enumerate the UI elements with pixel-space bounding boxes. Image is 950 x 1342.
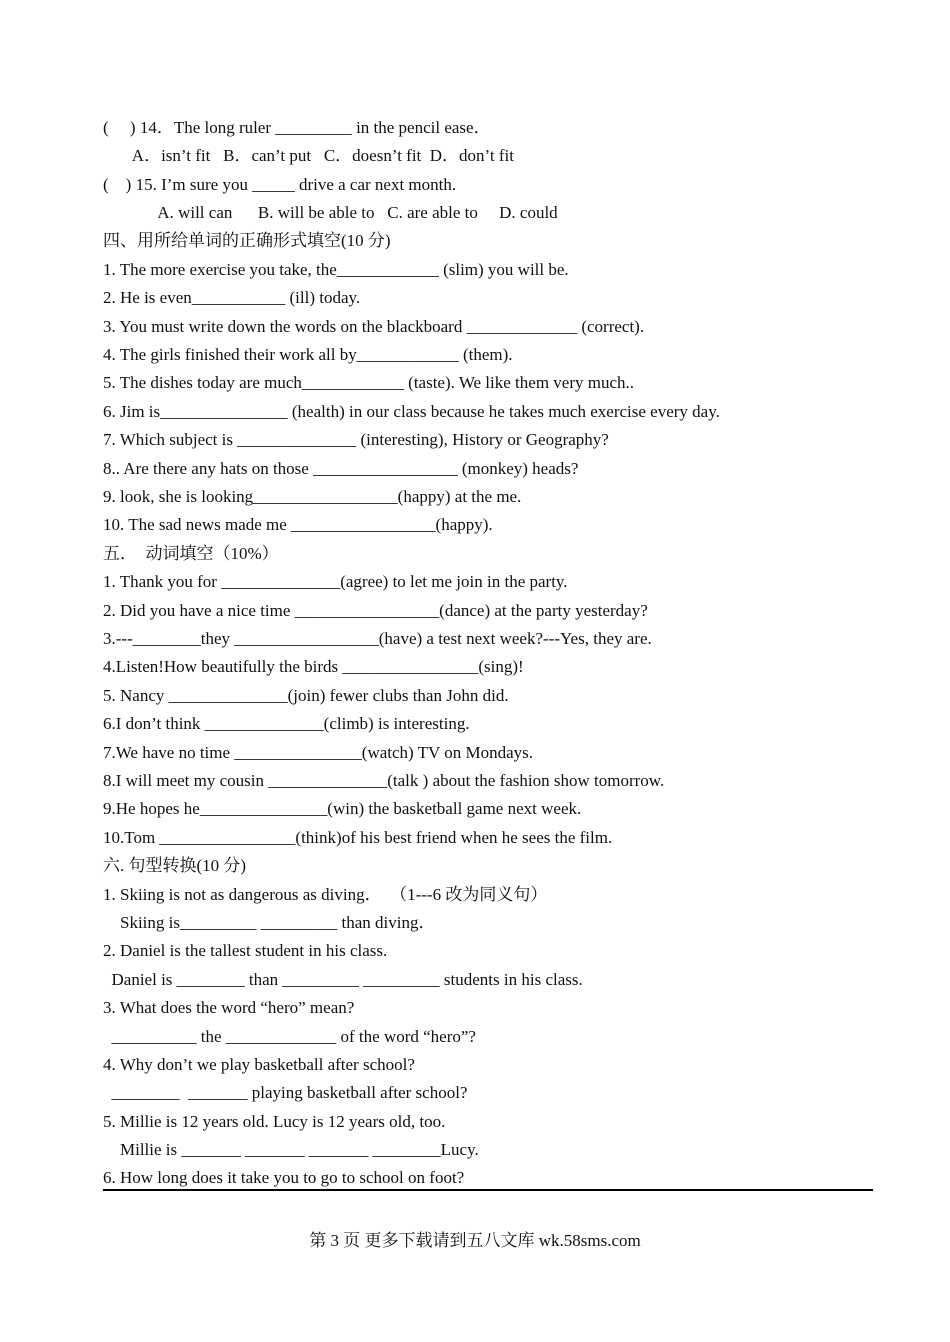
s6-item-4: 4. Why don’t we play basketball after school? (103, 1055, 415, 1074)
s6-item-3: 3. What does the word “hero” mean? (103, 998, 355, 1017)
s6-item-5-answer: Millie is _______ _______ _______ ________Lucy. (103, 1140, 479, 1159)
q15-stem: ( ) 15. I’m sure you _____ drive a car next month. (103, 175, 457, 194)
s6-item-2-answer: Daniel is ________ than _________ _________ students in his class. (103, 970, 583, 989)
s5-item-4: 4.Listen!How beautifully the birds ________________(sing)! (103, 657, 524, 676)
s5-item-7: 7.We have no time _______________(watch) TV on Mondays. (103, 743, 534, 762)
s5-item-1: 1. Thank you for ______________(agree) to let me join in the party. (103, 572, 568, 591)
s4-item-10: 10. The sad news made me _________________(happy). (103, 515, 493, 534)
s5-item-9: 9.He hopes he_______________(win) the basketball game next week. (103, 799, 582, 818)
s4-item-6: 6. Jim is_______________ (health) in our class because he takes much exercise every day. (103, 402, 720, 421)
s4-item-3: 3. You must write down the words on the blackboard _____________ (correct). (103, 317, 645, 336)
s6-item-3-answer: __________ the _____________ of the word “hero”? (103, 1027, 476, 1046)
section-4-heading: 四、用所给单词的正确形式填空(10 分) (103, 231, 391, 250)
s6-item-1: 1. Skiing is not as dangerous as diving． （1---6 改为同义句） (103, 885, 548, 904)
s5-item-2: 2. Did you have a nice time _________________(dance) at the party yesterday? (103, 601, 648, 620)
section-6-heading: 六. 句型转换(10 分) (103, 856, 247, 875)
s5-item-3: 3.---________they _________________(have) a test next week?---Yes, they are. (103, 629, 652, 648)
q14-stem: ( ) 14．The long ruler _________ in the pencil ease． (103, 118, 491, 137)
s4-item-9: 9. look, she is looking_________________(happy) at the me. (103, 487, 522, 506)
s6-item-4-answer: ________ _______ playing basketball after school? (103, 1083, 468, 1102)
footer-divider (103, 1189, 873, 1191)
page-footer: 第 3 页 更多下载请到五八文库 wk.58sms.com (309, 1231, 641, 1250)
s6-item-6: 6. How long does it take you to go to school on foot? (103, 1168, 465, 1187)
q14-options: A．isn’t fit B．can’t put C．doesn’t fit D．don’t fit (103, 146, 514, 165)
s5-item-8: 8.I will meet my cousin ______________(talk ) about the fashion show tomorrow. (103, 771, 665, 790)
s6-item-5: 5. Millie is 12 years old. Lucy is 12 years old, too. (103, 1112, 446, 1131)
s4-item-7: 7. Which subject is ______________ (interesting), History or Geography? (103, 430, 609, 449)
q15-options: A. will can B. will be able to C. are able to D. could (103, 203, 558, 222)
s6-item-1-answer: Skiing is_________ _________ than diving． (103, 913, 436, 932)
s4-item-2: 2. He is even___________ (ill) today. (103, 288, 361, 307)
section-5-heading: 五． 动词填空（10%） (103, 544, 279, 563)
s5-item-6: 6.I don’t think ______________(climb) is interesting. (103, 714, 470, 733)
s4-item-5: 5. The dishes today are much____________ (taste). We like them very much.. (103, 373, 635, 392)
s4-item-4: 4. The girls finished their work all by____________ (them). (103, 345, 513, 364)
s4-item-8: 8.. Are there any hats on those _________________ (monkey) heads? (103, 459, 579, 478)
s4-item-1: 1. The more exercise you take, the____________ (slim) you will be. (103, 260, 569, 279)
s5-item-10: 10.Tom ________________(think)of his best friend when he sees the film. (103, 828, 613, 847)
s6-item-2: 2. Daniel is the tallest student in his class. (103, 941, 388, 960)
s5-item-5: 5. Nancy ______________(join) fewer clubs than John did. (103, 686, 509, 705)
